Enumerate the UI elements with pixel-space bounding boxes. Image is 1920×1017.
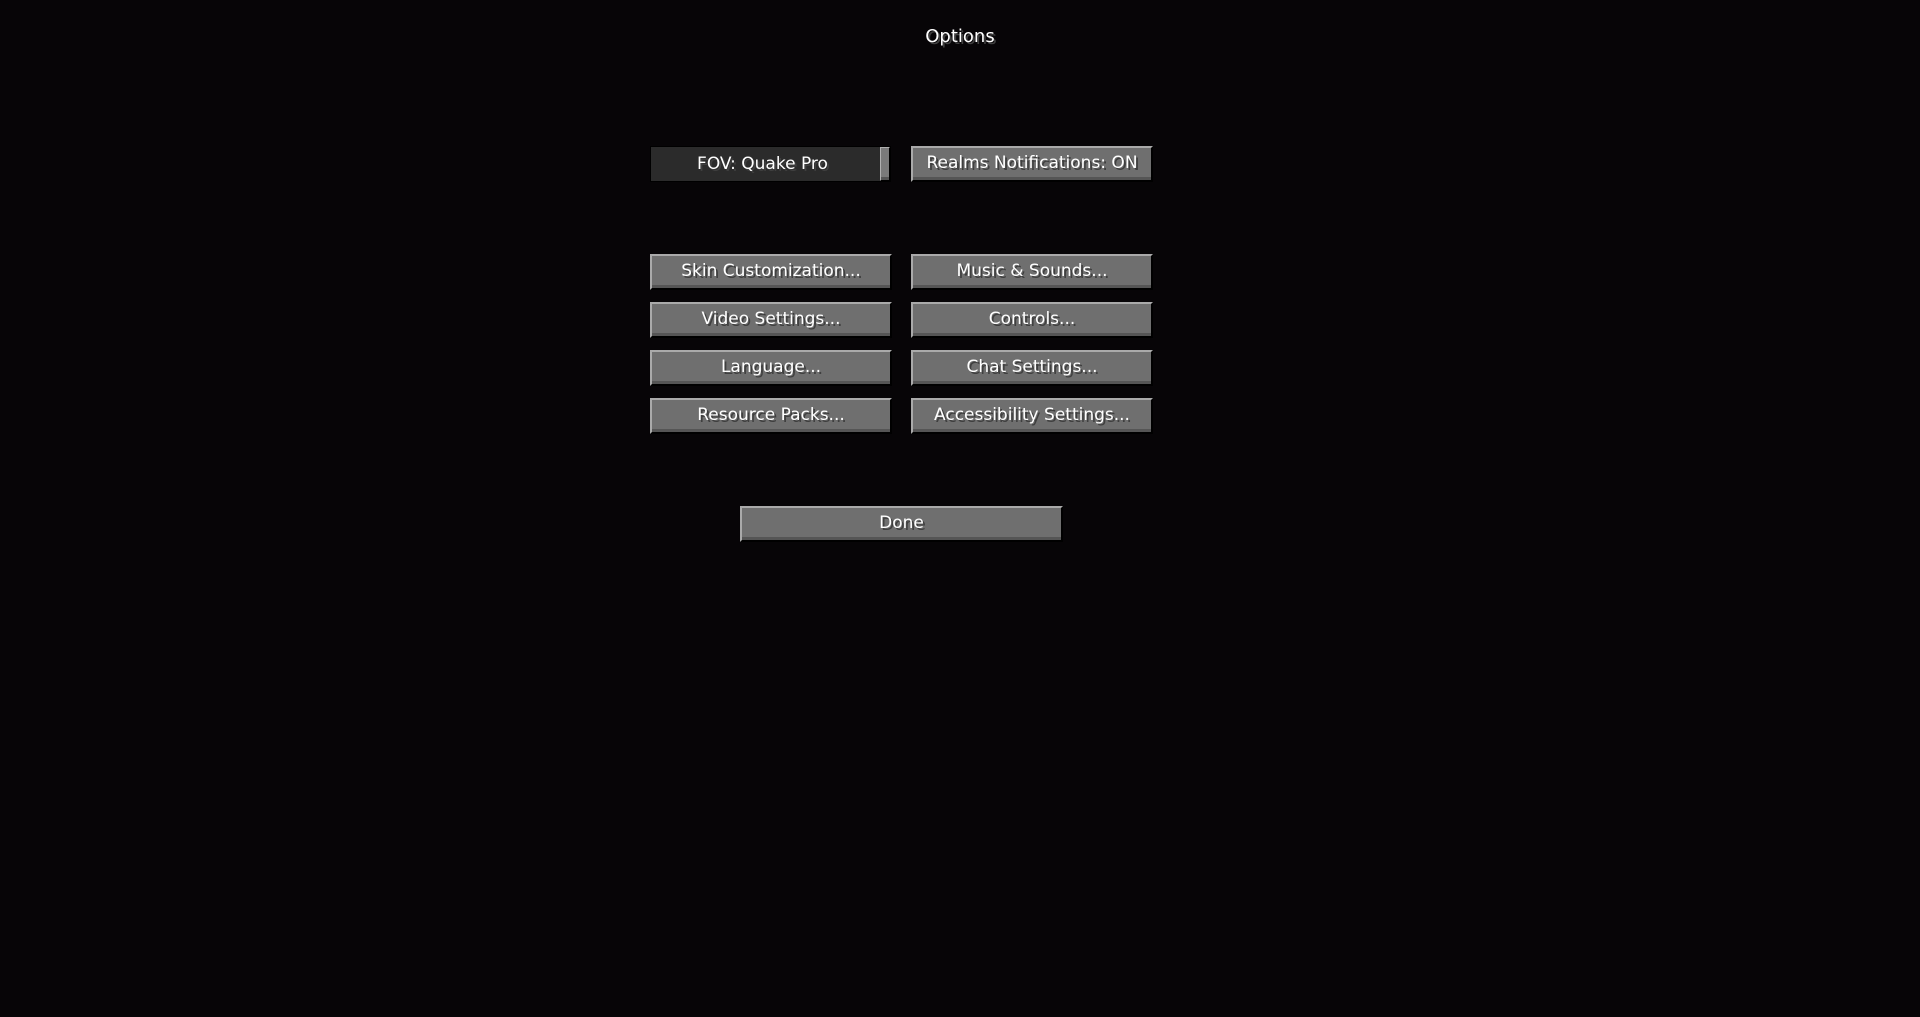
chat-settings-button[interactable] [911, 350, 1153, 386]
controls-button[interactable] [911, 302, 1153, 338]
button-label: Video Settings... [701, 308, 841, 329]
button-label: Skin Customization... [681, 260, 861, 281]
realms-notifications-button[interactable] [911, 146, 1153, 182]
button-label: Chat Settings... [966, 356, 1098, 377]
button-label: Done [879, 512, 924, 533]
fov-slider-handle[interactable] [880, 147, 890, 181]
button-label: Resource Packs... [697, 404, 845, 425]
button-label: Controls... [988, 308, 1076, 329]
realms-notifications-label: Realms Notifications: ON [926, 152, 1138, 173]
accessibility-settings-button[interactable] [911, 398, 1153, 434]
fov-slider-label: FOV: Quake Pro [697, 154, 828, 174]
fov-slider[interactable] [650, 146, 891, 182]
language-button[interactable] [650, 350, 892, 386]
resource-packs-button[interactable] [650, 398, 892, 434]
button-label: Language... [720, 356, 822, 377]
button-label: Accessibility Settings... [934, 404, 1130, 425]
done-button[interactable] [740, 506, 1063, 542]
page-title: Options [925, 26, 995, 47]
skin-customization-button[interactable] [650, 254, 892, 290]
video-settings-button[interactable] [650, 302, 892, 338]
button-label: Music & Sounds... [956, 260, 1108, 281]
music-sounds-button[interactable] [911, 254, 1153, 290]
